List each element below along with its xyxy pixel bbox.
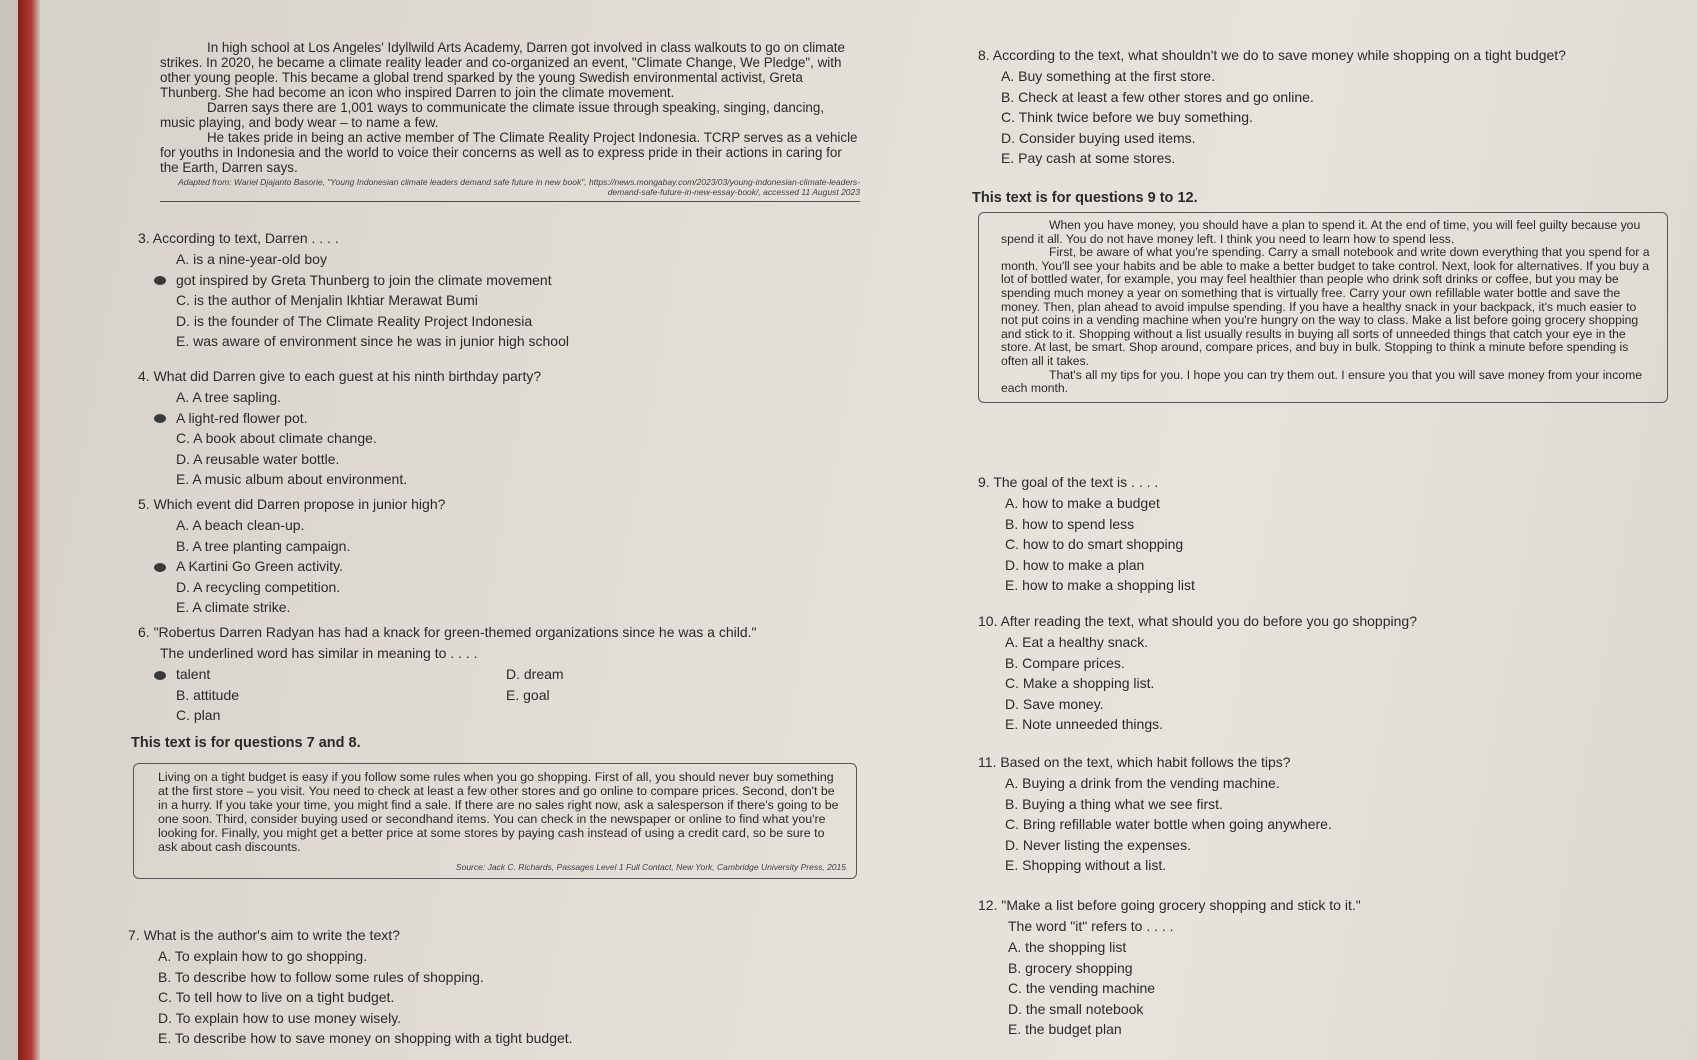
- question-3-option-e[interactable]: E. was aware of environment since he was in junior high school: [176, 333, 569, 349]
- question-6: [138, 622, 858, 726]
- question-10-option-e[interactable]: E. Note unneeded things.: [1005, 716, 1164, 732]
- question-5-text: 5. Which event did Darren propose in junior high?: [138, 496, 446, 512]
- question-8: [978, 45, 1678, 169]
- question-3-option-d[interactable]: D. is the founder of The Climate Reality Project Indonesia: [176, 312, 533, 329]
- question-5-option-b[interactable]: B. A tree planting campaign.: [176, 537, 351, 554]
- question-11-option-e[interactable]: E. Shopping without a list.: [1005, 857, 1167, 873]
- question-8-text: 8. According to the text, what shouldn't we do to save money while shopping on a tight budget?: [978, 47, 1566, 63]
- binder-edge: [18, 0, 40, 1060]
- question-12-option-a[interactable]: A. the shopping list: [1008, 939, 1127, 955]
- question-6-option-c[interactable]: C. plan: [176, 707, 221, 723]
- question-4-option-e[interactable]: E. A music album about environment.: [176, 471, 408, 487]
- question-11-option-c[interactable]: C. Bring refillable water bottle when going anywhere.: [1005, 816, 1332, 832]
- question-6-options: [138, 664, 858, 726]
- intro-questions-9-12: This text is for questions 9 to 12.: [972, 190, 1198, 206]
- question-3-option-c[interactable]: C. is the author of Menjalin Ikhtiar Merawat Bumi: [176, 292, 478, 308]
- question-12-option-b[interactable]: B. grocery shopping: [1008, 959, 1133, 976]
- question-4-option-c[interactable]: C. A book about climate change.: [176, 430, 377, 446]
- passage-spend-less-p1: When you have money, you should have a plan to spend it. At the end of time, you will feel guilty because you spend it all. You do not have money left. I think you need to learn how to spend less.: [1001, 218, 1641, 246]
- question-8-option-e[interactable]: E. Pay cash at some stores.: [1001, 150, 1176, 166]
- question-7-text: 7. What is the author's aim to write the text?: [128, 927, 400, 943]
- question-4-option-d[interactable]: D. A reusable water bottle.: [176, 450, 340, 467]
- question-9-option-c[interactable]: C. how to do smart shopping: [1005, 536, 1184, 552]
- intro-questions-7-8: This text is for questions 7 and 8.: [131, 735, 361, 751]
- question-6-option-a[interactable]: [176, 664, 506, 685]
- question-7-option-c[interactable]: C. To tell how to live on a tight budget.: [158, 989, 395, 1005]
- question-5-option-c[interactable]: [176, 556, 858, 577]
- question-6-subtext: The underlined word has similar in meaning to . . . .: [160, 645, 478, 661]
- passage-spend-less: [978, 212, 1668, 403]
- passage-spend-less-p2: First, be aware of what you're spending. Carry a small notebook and write down everything that you spend for a month. You'll see your habits and be able to make a better budget to take control. Next, look for alternatives. If you buy a lot of bottled water, for example, you may feel healthier than people who drink soft drinks or coffee, but you may be spending much money a year on something that is virtually free. Carry your own refillable water bottle and save the money. Then, plan ahead to avoid impulse spending. If you have a healthy snack in your backpack, it's much easier to not put coins in a vending machine when you're hungry on the way to class. Make a list before going grocery shopping and stick to it. Shopping without a list usually results in buying all sorts of unneeded things that catch your eye in the store. At last, be smart. Shop around, compare prices, and buy in bulk. Stopping to think a minute before spending is often all it takes.: [1001, 245, 1650, 368]
- passage-darren-p2: Darren says there are 1,001 ways to communicate the climate issue through speaking, singing, dancing, music playing, and body wear – to name a few.: [160, 100, 825, 130]
- question-7-option-a[interactable]: A. To explain how to go shopping.: [158, 948, 368, 964]
- answer-mark-icon: [154, 671, 166, 680]
- question-11-option-a[interactable]: A. Buying a drink from the vending machine.: [1005, 775, 1280, 791]
- passage-darren-source: Adapted from: Wariel Djajanto Basorie, "Young Indonesian climate leaders demand safe future in new book", https://news.mongabay.com/2023/03/young-indonesian-climate-leaders-demand-safe-future-in-new-essay-book/, accessed 11 August 2023: [160, 177, 860, 202]
- question-6-option-d[interactable]: D. dream: [506, 666, 564, 682]
- question-11: [978, 752, 1678, 876]
- question-3-option-b[interactable]: [176, 270, 858, 291]
- question-7-option-b[interactable]: B. To describe how to follow some rules of shopping.: [158, 968, 484, 985]
- question-7-option-d[interactable]: D. To explain how to use money wisely.: [158, 1009, 402, 1026]
- question-4-option-a[interactable]: A. A tree sapling.: [176, 389, 282, 405]
- question-3-text: 3. According to text, Darren . . . .: [138, 230, 339, 246]
- question-4-text: 4. What did Darren give to each guest at his ninth birthday party?: [138, 368, 542, 384]
- answer-mark-icon: [154, 414, 166, 423]
- question-3: [138, 228, 858, 352]
- question-12-option-c[interactable]: C. the vending machine: [1008, 980, 1156, 996]
- question-9-option-e[interactable]: E. how to make a shopping list: [1005, 577, 1195, 593]
- question-4-option-b[interactable]: [176, 408, 858, 429]
- question-11-option-d[interactable]: D. Never listing the expenses.: [1005, 836, 1191, 853]
- passage-tight-budget: [133, 763, 857, 879]
- passage-darren: [160, 40, 860, 202]
- question-9: [978, 472, 1678, 596]
- worksheet-page: [18, 0, 1697, 1060]
- question-6-option-b[interactable]: B. attitude: [176, 686, 240, 703]
- question-5-option-a[interactable]: A. A beach clean-up.: [176, 517, 305, 533]
- passage-tight-budget-text: Living on a tight budget is easy if you follow some rules when you go shopping. First of all, you should never buy something at the first store – you visit. You need to check at least a few other stores and go online to compare prices. Second, don't be in a hurry. If you take your time, you might find a sale. If there are no sales right now, ask a salesperson if there's going to be one soon. Third, consider buying used or secondhand items. You can check in the newspaper or online to find what you're looking for. Finally, you might get a better price at some stores by paying cash instead of using a credit card, so be sure to ask about cash discounts.: [158, 770, 839, 854]
- question-10-text: 10. After reading the text, what should you do before you go shopping?: [978, 613, 1417, 629]
- question-10-option-c[interactable]: C. Make a shopping list.: [1005, 675, 1155, 691]
- question-10: [978, 611, 1678, 735]
- question-9-option-d[interactable]: D. how to make a plan: [1005, 556, 1145, 573]
- question-11-text: 11. Based on the text, which habit follows the tips?: [978, 754, 1291, 770]
- question-5-option-c-text: A Kartini Go Green activity.: [176, 558, 344, 574]
- question-9-option-a[interactable]: A. how to make a budget: [1005, 495, 1160, 511]
- question-4-option-b-text: A light-red flower pot.: [176, 409, 308, 426]
- question-8-option-c[interactable]: C. Think twice before we buy something.: [1001, 109, 1253, 125]
- question-12-option-e[interactable]: E. the budget plan: [1008, 1021, 1122, 1037]
- question-7-option-e[interactable]: E. To describe how to save money on shopping with a tight budget.: [158, 1030, 573, 1046]
- question-6-text: 6. "Robertus Darren Radyan has had a knack for green-themed organizations since he was a child.": [138, 624, 757, 640]
- passage-tight-budget-source: Source: Jack C. Richards, Passages Level 1 Full Contact, New York, Cambridge University Press, 2015: [455, 862, 846, 872]
- passage-darren-p1: In high school at Los Angeles' Idyllwild Arts Academy, Darren got involved in class walkouts to go on climate strikes. In 2020, he became a climate reality leader and co-organized an event, "Climate Change, We Pledge", with other young people. This became a global trend sparked by the young Swedish environmental activist, Greta Thunberg. She had become an icon who inspired Darren to join the climate movement.: [160, 40, 845, 100]
- question-10-option-b[interactable]: B. Compare prices.: [1005, 654, 1125, 671]
- question-10-option-d[interactable]: D. Save money.: [1005, 695, 1104, 712]
- question-8-option-a[interactable]: A. Buy something at the first store.: [1001, 68, 1215, 84]
- question-6-option-a-text: talent: [176, 666, 211, 682]
- question-12-option-d[interactable]: D. the small notebook: [1008, 1000, 1144, 1017]
- question-12-subtext: The word "it" refers to . . . .: [1008, 918, 1174, 934]
- question-12-text: 12. "Make a list before going grocery shopping and stick to it.": [978, 897, 1361, 913]
- question-4: [138, 366, 858, 490]
- question-3-option-b-text: got inspired by Greta Thunberg to join the climate movement: [176, 271, 552, 288]
- question-8-option-b[interactable]: B. Check at least a few other stores and go online.: [1001, 88, 1314, 105]
- question-10-option-a[interactable]: A. Eat a healthy snack.: [1005, 634, 1149, 650]
- question-5-option-d[interactable]: D. A recycling competition.: [176, 578, 341, 595]
- question-5-option-e[interactable]: E. A climate strike.: [176, 599, 291, 615]
- answer-mark-icon: [154, 563, 166, 572]
- question-6-option-e[interactable]: E. goal: [506, 686, 550, 703]
- question-8-option-d[interactable]: D. Consider buying used items.: [1001, 129, 1196, 146]
- question-5: [138, 494, 858, 618]
- question-7: [128, 925, 848, 1049]
- question-9-option-b[interactable]: B. how to spend less: [1005, 515, 1135, 532]
- answer-mark-icon: [154, 276, 166, 285]
- question-3-option-a[interactable]: A. is a nine-year-old boy: [176, 251, 327, 267]
- question-9-text: 9. The goal of the text is . . . .: [978, 474, 1159, 490]
- question-12: [978, 895, 1678, 1040]
- question-11-option-b[interactable]: B. Buying a thing what we see first.: [1005, 795, 1223, 812]
- passage-spend-less-p3: That's all my tips for you. I hope you can try them out. I ensure you that you will save money from your income each month.: [1001, 367, 1643, 396]
- passage-darren-p3: He takes pride in being an active member of The Climate Reality Project Indonesia. TCRP serves as a vehicle for youths in Indonesia and the world to voice their concerns as well as to express pride in their actions in caring for the Earth, Darren says.: [160, 130, 858, 175]
